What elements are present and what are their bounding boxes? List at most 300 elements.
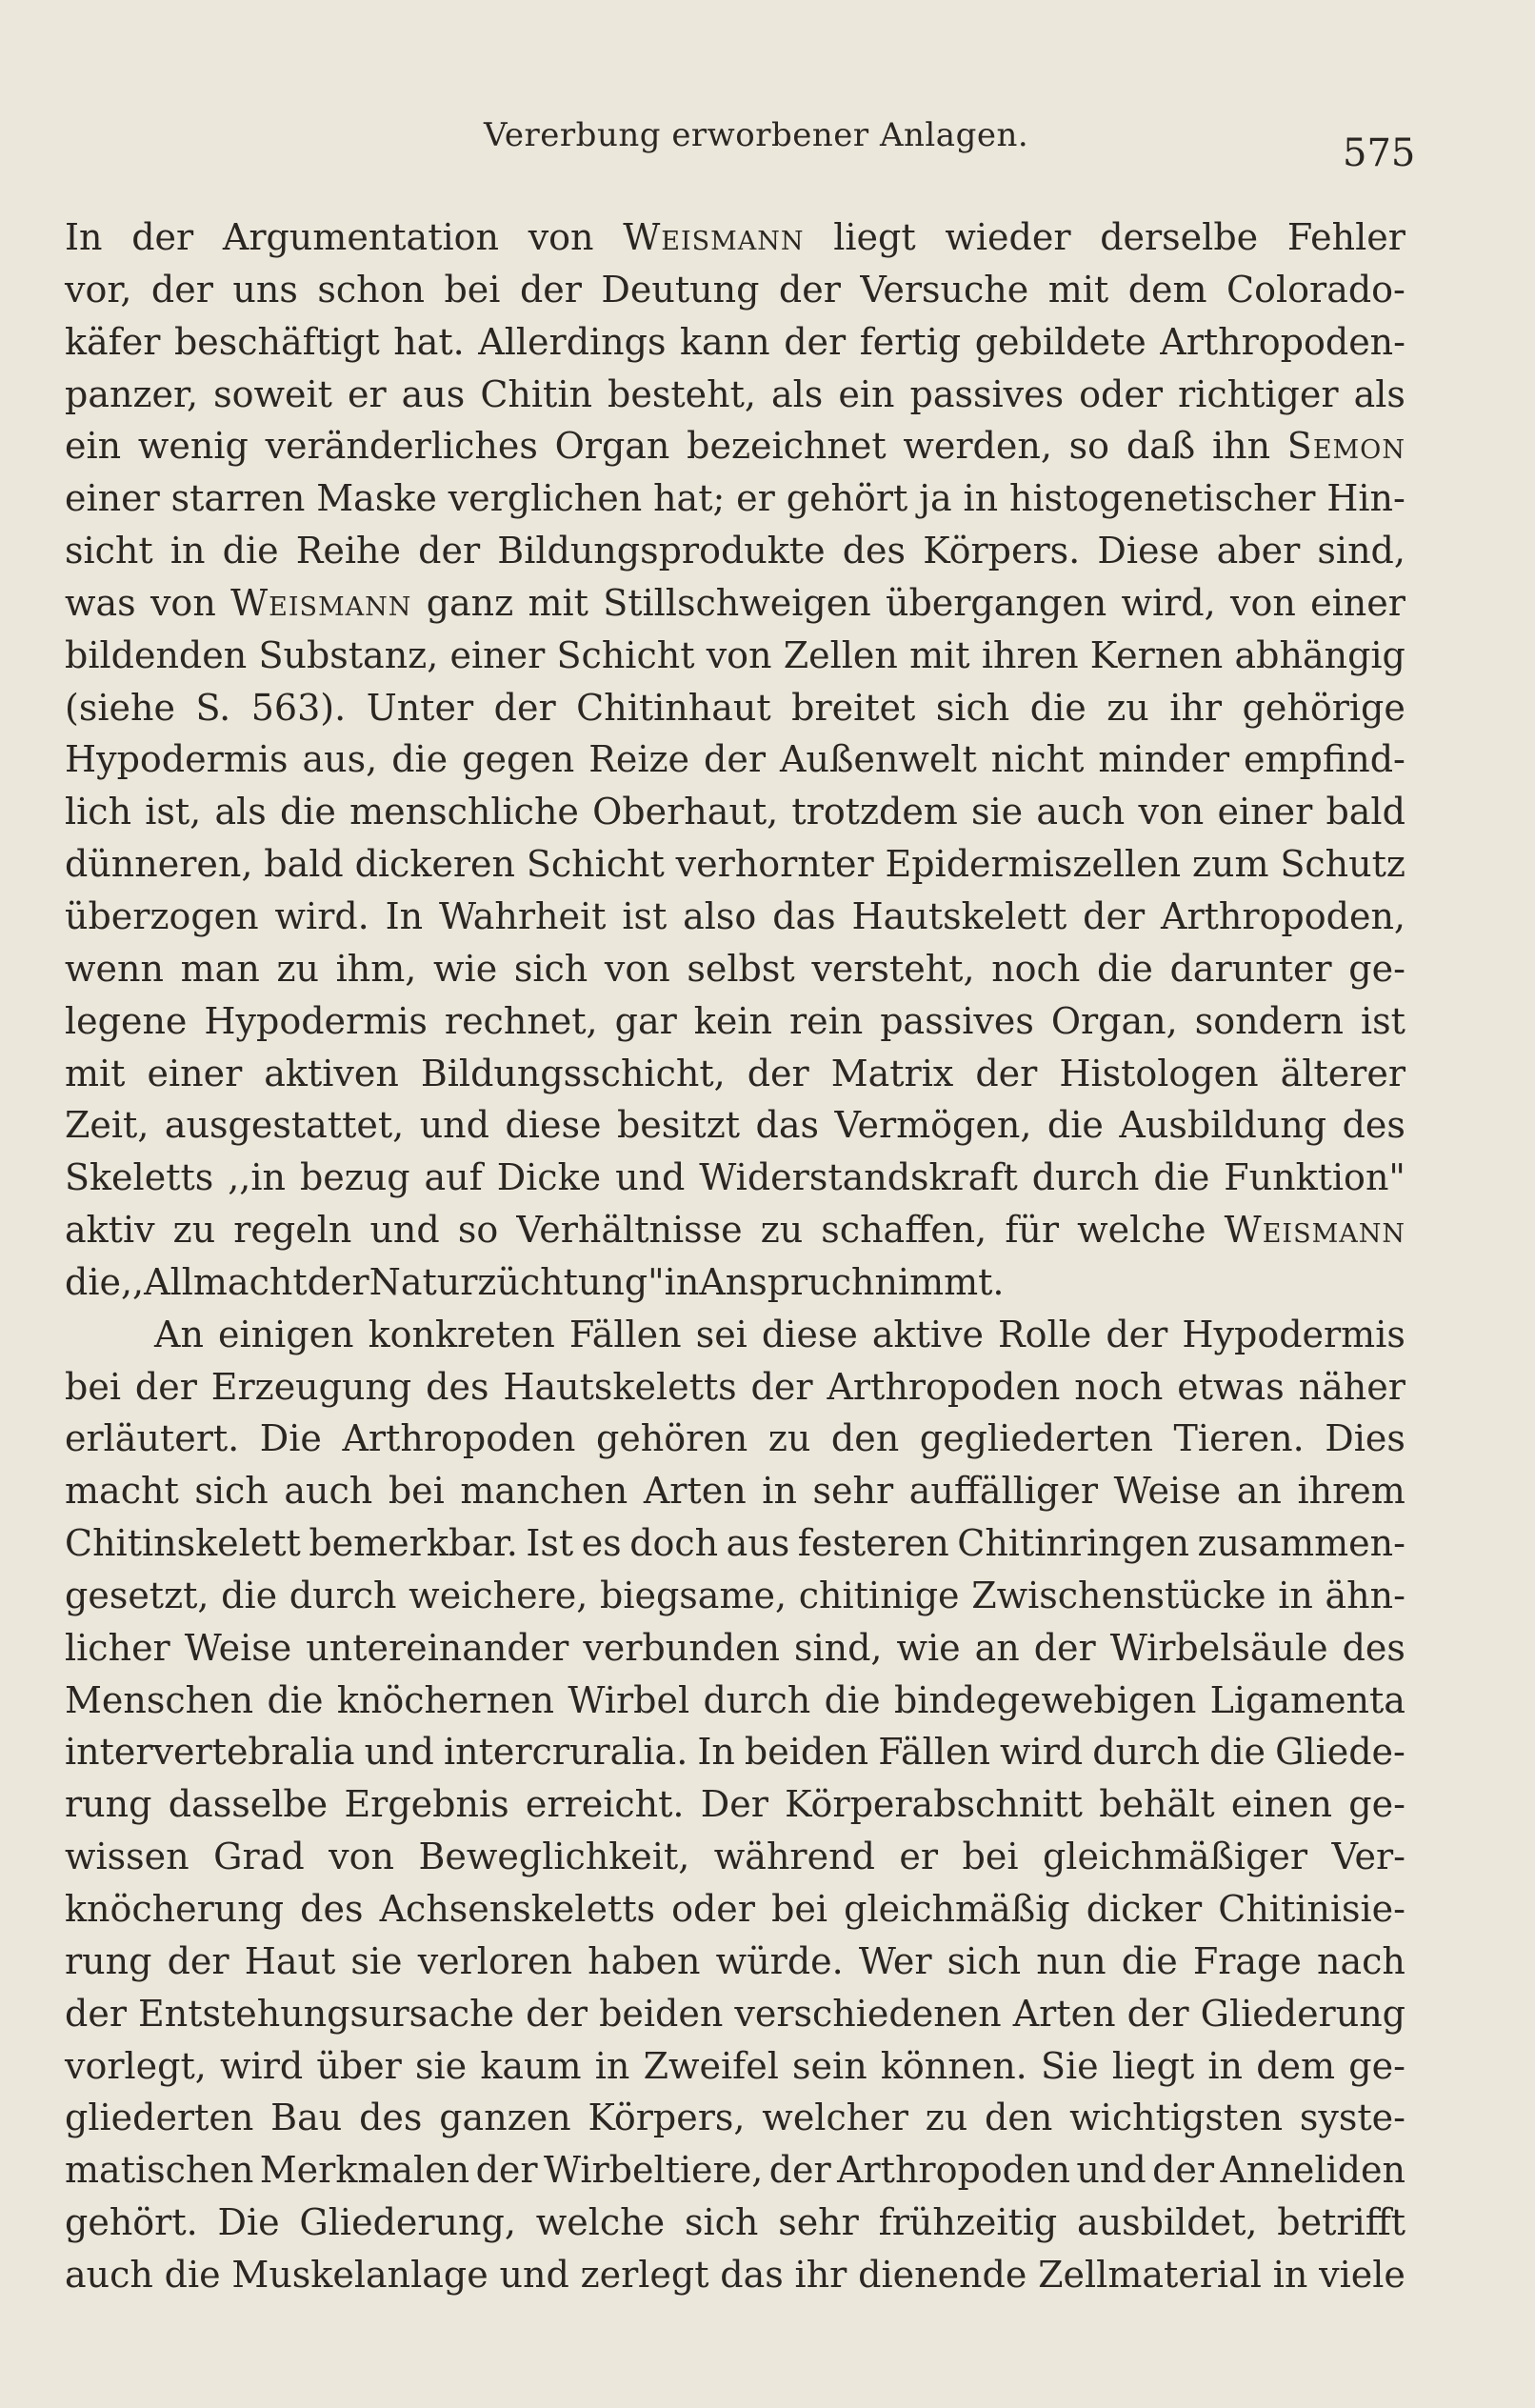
word: die [1121, 1939, 1178, 1982]
word: trotzdem [791, 791, 958, 833]
word: in [1207, 2044, 1244, 2087]
text-line [65, 1726, 1405, 1778]
word: Die [259, 1417, 322, 1460]
word: Achsenskeletts [379, 1888, 655, 1930]
word: dem [1256, 2044, 1336, 2087]
word: Ist [526, 1522, 574, 1565]
word: Arthropoden [837, 2149, 1070, 2192]
word: hat. [393, 320, 465, 363]
word: mit [528, 581, 588, 624]
text-line [65, 1256, 1405, 1309]
word: oder [671, 1888, 755, 1930]
word: Organ, [1050, 999, 1178, 1042]
word: die [65, 1260, 121, 1303]
word: Dicke [496, 1156, 602, 1199]
word: Chitinringen [957, 1522, 1189, 1565]
word: Reihe [295, 530, 401, 572]
word: gehört [786, 477, 908, 520]
word: wird [220, 2044, 304, 2087]
word: vor, [65, 268, 132, 311]
word: Gliederung, [299, 2201, 516, 2244]
word: die [1209, 1731, 1266, 1774]
word: überzogen [65, 894, 259, 937]
word: biegsame, [600, 1574, 787, 1616]
word: ganzen [439, 2097, 571, 2139]
word: Vermögen, [834, 1104, 1032, 1147]
word: ist [1361, 999, 1405, 1042]
word: übergangen [885, 581, 1107, 624]
word: breitet [791, 686, 916, 729]
word: sein [792, 2044, 867, 2087]
word: Die [217, 2201, 280, 2244]
text-line [65, 1570, 1405, 1622]
word: in [664, 1260, 700, 1303]
word: das [720, 2253, 784, 2296]
word: bald [264, 843, 344, 886]
word: Wirbeltiere, [543, 2149, 764, 2192]
word: gar [614, 999, 677, 1042]
text-line [65, 1936, 1405, 1988]
word: sie [350, 1939, 403, 1982]
word: versteht, [811, 947, 975, 990]
word: aber [1216, 530, 1301, 572]
word: welcher [762, 2097, 908, 2139]
word: Stillschweigen [603, 581, 871, 624]
word: der [1033, 1626, 1096, 1669]
word: ,,in [228, 1156, 286, 1199]
word: als [214, 791, 267, 833]
word: Epidermiszellen [885, 843, 1182, 886]
word: werden, [903, 425, 1052, 468]
word: dickeren [354, 843, 515, 886]
word: des [426, 1365, 489, 1408]
word: des [1342, 1626, 1405, 1669]
text-line [65, 630, 1405, 682]
word: Arthropoden [342, 1417, 576, 1460]
word: viele [1319, 2253, 1405, 2296]
word: von [1138, 791, 1205, 833]
word: verloren [417, 1939, 572, 1982]
word: einer [65, 477, 160, 520]
text-line [65, 1465, 1405, 1517]
word: Widerstandskraft [699, 1156, 1018, 1199]
word: zusammen- [1197, 1522, 1405, 1565]
word: festeren [797, 1522, 949, 1565]
text-line [65, 1361, 1405, 1414]
word: ihr [1169, 686, 1223, 729]
word: er [736, 477, 775, 520]
word: konkreten [368, 1313, 555, 1355]
word: ausbildet, [1077, 2201, 1258, 2244]
text-line [65, 420, 1405, 472]
word: Arthropoden- [1160, 320, 1405, 363]
word: noch [991, 947, 1081, 990]
word: die [391, 738, 449, 781]
word: daß [1126, 425, 1196, 468]
word: ein [838, 372, 895, 415]
word: bemerkbar. [309, 1522, 518, 1565]
word: gliederten [65, 2097, 254, 2139]
word: das [755, 1104, 819, 1147]
author-name: Semon [1286, 425, 1405, 468]
word: Muskelanlage [231, 2253, 488, 2296]
word: an [1236, 1470, 1282, 1513]
word: des [300, 1888, 364, 1930]
word: abhängig [1234, 633, 1405, 676]
word: verglichen [448, 477, 643, 520]
word: knöcherung [65, 1888, 285, 1930]
word: Fehler [1286, 216, 1405, 258]
word: einigen [217, 1313, 354, 1355]
word: Wirbel [568, 1678, 690, 1721]
word: ausgestattet, [164, 1104, 405, 1147]
word: einer [147, 1052, 243, 1094]
text-line [65, 1099, 1405, 1152]
word: ihr [794, 2253, 847, 2296]
word: diese [505, 1104, 602, 1147]
word: gleichmäßiger [1042, 1836, 1308, 1878]
word: bei [962, 1836, 1019, 1878]
text-line [65, 1204, 1405, 1256]
text-line [65, 1048, 1405, 1100]
word: nun [1036, 1939, 1106, 1982]
word: etwas [1177, 1365, 1285, 1408]
word: darunter [1169, 947, 1332, 990]
text-line [65, 2092, 1405, 2144]
word: des [842, 530, 907, 572]
word: intercruralia. [443, 1731, 688, 1774]
word: bezug [299, 1156, 410, 1199]
word: Organ [554, 425, 670, 468]
word: Chitinskelett [65, 1522, 301, 1565]
word: durch [1031, 1156, 1140, 1199]
word: matischen [65, 2149, 254, 2192]
word: als [1353, 372, 1405, 415]
author-name: Weismann [1224, 1209, 1405, 1252]
word: und [1076, 2149, 1146, 2192]
word: würde. [715, 1939, 844, 1982]
word: Skeletts [65, 1156, 214, 1199]
word: ist [622, 894, 668, 937]
word: einer [1310, 581, 1405, 624]
word: hat; [653, 477, 726, 520]
word: gehört. [65, 2201, 198, 2244]
word: Außenwelt [780, 738, 977, 781]
word: gleichmäßig [844, 1888, 1070, 1930]
word: können. [880, 2044, 1027, 2087]
word: als [770, 372, 824, 415]
word: S. [195, 686, 231, 729]
word: Schicht [556, 633, 695, 676]
word: die [824, 1678, 881, 1721]
word: und [499, 2253, 569, 2296]
word: der [704, 738, 767, 781]
text-line [65, 995, 1405, 1048]
word: Bildungsschicht, [420, 1052, 726, 1094]
author-name: Weismann [230, 581, 412, 624]
word: in [762, 1470, 797, 1513]
text-line [65, 577, 1405, 630]
word: der [747, 1052, 809, 1094]
word: der [1106, 1313, 1168, 1355]
word: den [985, 2097, 1053, 2139]
word: zu [1106, 686, 1149, 729]
word: Naturzüchtung" [369, 1260, 665, 1303]
word: panzer, [65, 372, 199, 415]
word: besteht, [608, 372, 756, 415]
word: knöchernen [336, 1678, 555, 1721]
word: Körpers. [923, 530, 1081, 572]
word: dicker [1086, 1888, 1203, 1930]
word: Allerdings [478, 320, 667, 363]
word: weichere, [409, 1574, 588, 1616]
word: Zweifel [643, 2044, 779, 2087]
word: Merkmalen [259, 2149, 470, 2192]
word: dünneren, [65, 843, 253, 886]
word: die [222, 530, 279, 572]
text-line [65, 369, 1405, 421]
word: der [493, 686, 556, 729]
word: ihren [981, 633, 1079, 676]
word: erläutert. [65, 1417, 240, 1460]
word: einen [1230, 1783, 1332, 1826]
word: der [519, 268, 582, 311]
word: intervertebralia [65, 1731, 355, 1774]
word: der [768, 2149, 831, 2192]
word: Bau [270, 2097, 343, 2139]
word: aktiv [65, 1209, 155, 1252]
word: 563). [250, 686, 347, 729]
word: zu [768, 1417, 811, 1460]
word: der [784, 320, 847, 363]
text-line [65, 264, 1405, 316]
word: Körperabschnitt [785, 1783, 1083, 1826]
word: In [65, 216, 103, 258]
word: Hypodermis [204, 999, 428, 1042]
word: ähn- [1325, 1574, 1405, 1616]
word: beiden [599, 1992, 724, 2035]
word: gegen [462, 738, 575, 781]
word: und [419, 1104, 489, 1147]
word: Deutung [601, 268, 760, 311]
word: starren [170, 477, 306, 520]
word: Frage [1192, 1939, 1302, 1982]
word: In [385, 894, 424, 937]
word: syste- [1299, 2097, 1405, 2139]
word: menschliche [349, 791, 579, 833]
word: Gliederung [1200, 1992, 1405, 2035]
word: dem [1127, 268, 1207, 311]
word: der [526, 1992, 588, 2035]
word: von [604, 947, 670, 990]
word: kein [693, 999, 772, 1042]
word: von [706, 633, 772, 676]
word: er [899, 1836, 939, 1878]
page-number: 575 [1343, 131, 1416, 175]
word: in [594, 2044, 630, 2087]
word: der [150, 268, 213, 311]
word: aus, [302, 738, 378, 781]
word: Ver- [1331, 1836, 1405, 1878]
word: der [750, 1365, 813, 1408]
word: Arthropoden, [1161, 894, 1405, 937]
word: rung [65, 1939, 152, 1982]
text-line [65, 2144, 1405, 2197]
word: also [683, 894, 757, 937]
word: verbunden [583, 1626, 780, 1669]
word: die [221, 1574, 278, 1616]
word: wird [1000, 1731, 1084, 1774]
word: es [581, 1522, 622, 1565]
word: Hautskelett [851, 894, 1067, 937]
word: Dies [1325, 1417, 1405, 1460]
word: bei [444, 268, 501, 311]
word: die [267, 1678, 324, 1721]
text-line [65, 1778, 1405, 1831]
word: sind, [1317, 530, 1405, 572]
word: dienende [858, 2253, 1027, 2296]
word: gesetzt, [65, 1574, 209, 1616]
word: zum [1191, 843, 1269, 886]
word: aktiven [264, 1052, 399, 1094]
word: die [164, 2253, 221, 2296]
word: Chitinhaut [576, 686, 771, 729]
word: noch [1074, 1365, 1164, 1408]
word: erreicht. [525, 1783, 685, 1826]
word: einer [1217, 791, 1313, 833]
word: passives [880, 999, 1034, 1042]
word: mit [65, 1052, 126, 1094]
word: gegliederten [919, 1417, 1153, 1460]
word: welche [535, 2201, 666, 2244]
word: Anspruch [699, 1260, 875, 1303]
word: doch [629, 1522, 719, 1565]
word: Gliede- [1275, 1731, 1405, 1774]
word: wichtigsten [1069, 2097, 1284, 2139]
text-line [65, 2249, 1405, 2301]
word: wieder [945, 216, 1071, 258]
word: Wirbelsäule [1109, 1626, 1328, 1669]
word: er [347, 372, 387, 415]
word: die [279, 791, 336, 833]
word: zerlegt [580, 2253, 709, 2296]
word: Substanz, [258, 633, 439, 676]
word: Schicht [526, 843, 665, 886]
word: Arten [643, 1470, 747, 1513]
word: Der [700, 1783, 768, 1826]
word: Bildungsprodukte [497, 530, 826, 572]
word: der [307, 1260, 369, 1303]
word: Rolle [998, 1313, 1092, 1355]
word: Verhältnisse [516, 1209, 743, 1252]
word: macht [65, 1470, 179, 1513]
word: auf [424, 1156, 483, 1199]
word: auffälliger [908, 1470, 1098, 1513]
word: oder [1079, 372, 1163, 415]
word: Zeit, [65, 1104, 150, 1147]
word: lich [65, 791, 132, 833]
word: derselbe [1100, 216, 1259, 258]
word: sie [415, 2044, 468, 2087]
word: veränderliches [265, 425, 538, 468]
word: ge- [1348, 1783, 1405, 1826]
word: des [359, 2097, 423, 2139]
body-text [65, 211, 1405, 2301]
word: so [1068, 425, 1110, 468]
word: ist, [145, 791, 202, 833]
text-line [65, 1675, 1405, 1727]
word: wird. [274, 894, 369, 937]
text-line [65, 786, 1405, 838]
word: Hautskeletts [503, 1365, 737, 1408]
text-line [65, 1517, 1405, 1570]
word: von [1229, 581, 1296, 624]
word: sich [513, 947, 588, 990]
word: und [369, 1209, 440, 1252]
word: Arthropoden [827, 1365, 1061, 1408]
word: Tieren. [1173, 1417, 1305, 1460]
word: Chitin [480, 372, 592, 415]
word: untereinander [306, 1626, 569, 1669]
word: und [615, 1156, 686, 1199]
word: sie [971, 791, 1024, 833]
word: nimmt. [874, 1260, 1005, 1303]
word: der [475, 2149, 538, 2192]
word: ganz [426, 581, 514, 624]
word: der [1083, 894, 1146, 937]
word: die [1153, 1156, 1210, 1199]
word: schon [317, 268, 425, 311]
word: Erzeugung [210, 1365, 412, 1408]
word: kaum [480, 2044, 582, 2087]
word: und [364, 1731, 434, 1774]
word: ihrem [1297, 1470, 1405, 1513]
word: der [1152, 2149, 1215, 2192]
word: durch [703, 1678, 811, 1721]
word: (siehe [65, 686, 175, 729]
word: wie [433, 947, 498, 990]
word: bindegewebigen [893, 1678, 1197, 1721]
word: fertig [859, 320, 962, 363]
word: in [963, 477, 999, 520]
word: wissen [65, 1836, 189, 1878]
word: diese [761, 1313, 858, 1355]
word: wird, [1121, 581, 1216, 624]
word: auch [65, 2253, 153, 2296]
word: selbst [687, 947, 795, 990]
word: nicht [990, 738, 1085, 781]
word: auch [1036, 791, 1126, 833]
text-line [65, 1831, 1405, 1883]
word: für [1005, 1209, 1060, 1252]
word: minder [1098, 738, 1230, 781]
text-line [65, 733, 1405, 786]
word: Argumentation [222, 216, 499, 258]
word: welche [1077, 1209, 1206, 1252]
word: Chitinisie- [1218, 1888, 1405, 1930]
word: Körpers, [588, 2097, 746, 2139]
word: Zellen [783, 633, 898, 676]
word: wie [896, 1626, 961, 1669]
word: beschäftigt [173, 320, 380, 363]
word: den [830, 1417, 900, 1460]
word: was [65, 581, 136, 624]
word: Menschen [65, 1678, 254, 1721]
word: schaffen, [821, 1209, 987, 1252]
word: Ligamenta [1209, 1678, 1405, 1721]
word: näher [1298, 1365, 1405, 1408]
word: der [134, 1365, 197, 1408]
